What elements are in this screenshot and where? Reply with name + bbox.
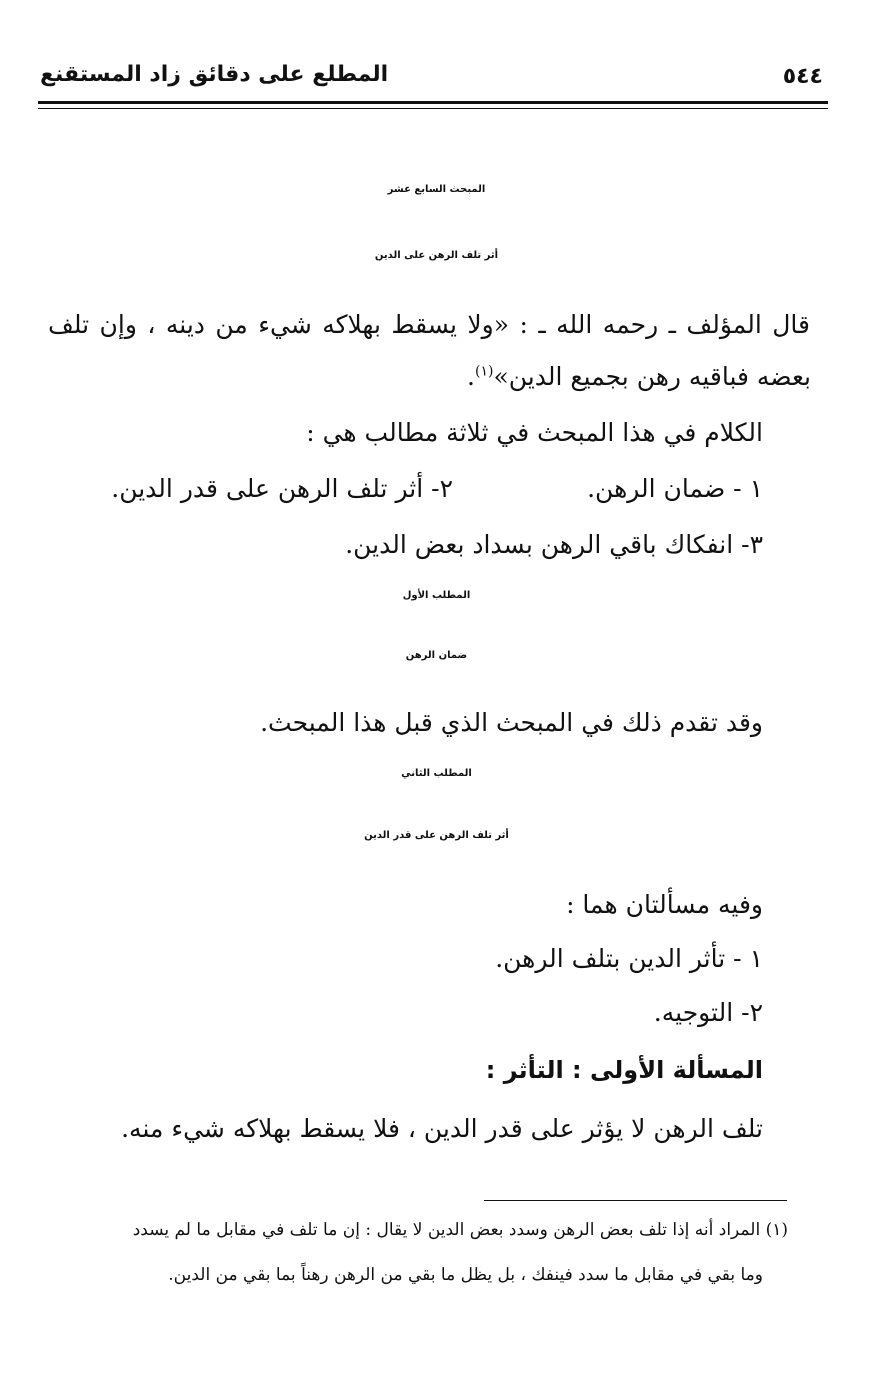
section-subtitle: أثر تلف الرهن على الدين [374,250,499,261]
outline-item-2: ٢- أثر تلف الرهن على قدر الدين. [111,474,453,503]
footnote-line-1: (١) المراد أنه إذا تلف بعض الرهن وسدد بعض الدين لا يقال : إن ما تلف في مقابل ما لم يسدد [132,1220,788,1240]
outline-item-3: ٣- انفكاك باقي الرهن بسداد بعض الدين. [345,530,763,559]
quote-line-2 [467,362,811,392]
footnote-separator [484,1200,787,1201]
first-matlab-subheading: ضمان الرهن [405,650,468,661]
section-heading: المبحث السابع عشر [387,184,486,195]
outline-item-1: ١ - ضمان الرهن. [587,474,763,503]
second-matlab-item-1: ١ - تأثر الدين بتلف الرهن. [495,944,763,973]
quote-line-2-text: بعضه فباقيه رهن بجميع الدين» [493,362,811,391]
quote-line-2-end: . [467,362,475,391]
footnote-line-2: وما بقي في مقابل ما سدد فينفك ، بل يظل ما بقي من الرهن رهناً بما بقي من الدين. [168,1265,763,1285]
first-matlab-text: وقد تقدم ذلك في المبحث الذي قبل هذا المبحث. [260,708,763,737]
running-header-title: المطلع على دقائق زاد المستقنع [40,62,389,87]
header-rule-thin [38,108,828,109]
intro-line: الكلام في هذا المبحث في ثلاثة مطالب هي : [306,418,763,447]
second-matlab-subheading: أثر تلف الرهن على قدر الدين [364,830,509,841]
quote-line-1: قال المؤلف ـ رحمه الله ـ : «ولا يسقط بهلاكه شيء من دينه ، وإن تلف [48,310,810,339]
issue-one-heading: المسألة الأولى : التأثر : [485,1056,763,1084]
footnote-reference: (١) [474,363,494,380]
header-rule-thick [38,101,828,104]
page-number: ٥٤٤ [782,64,823,89]
second-matlab-intro: وفيه مسألتان هما : [566,890,763,919]
second-matlab-item-2: ٢- التوجيه. [653,998,763,1027]
first-matlab-heading: المطلب الأول [402,590,471,601]
issue-one-text: تلف الرهن لا يؤثر على قدر الدين ، فلا يسقط بهلاكه شيء منه. [121,1114,763,1143]
second-matlab-heading: المطلب الثاني [401,768,472,779]
